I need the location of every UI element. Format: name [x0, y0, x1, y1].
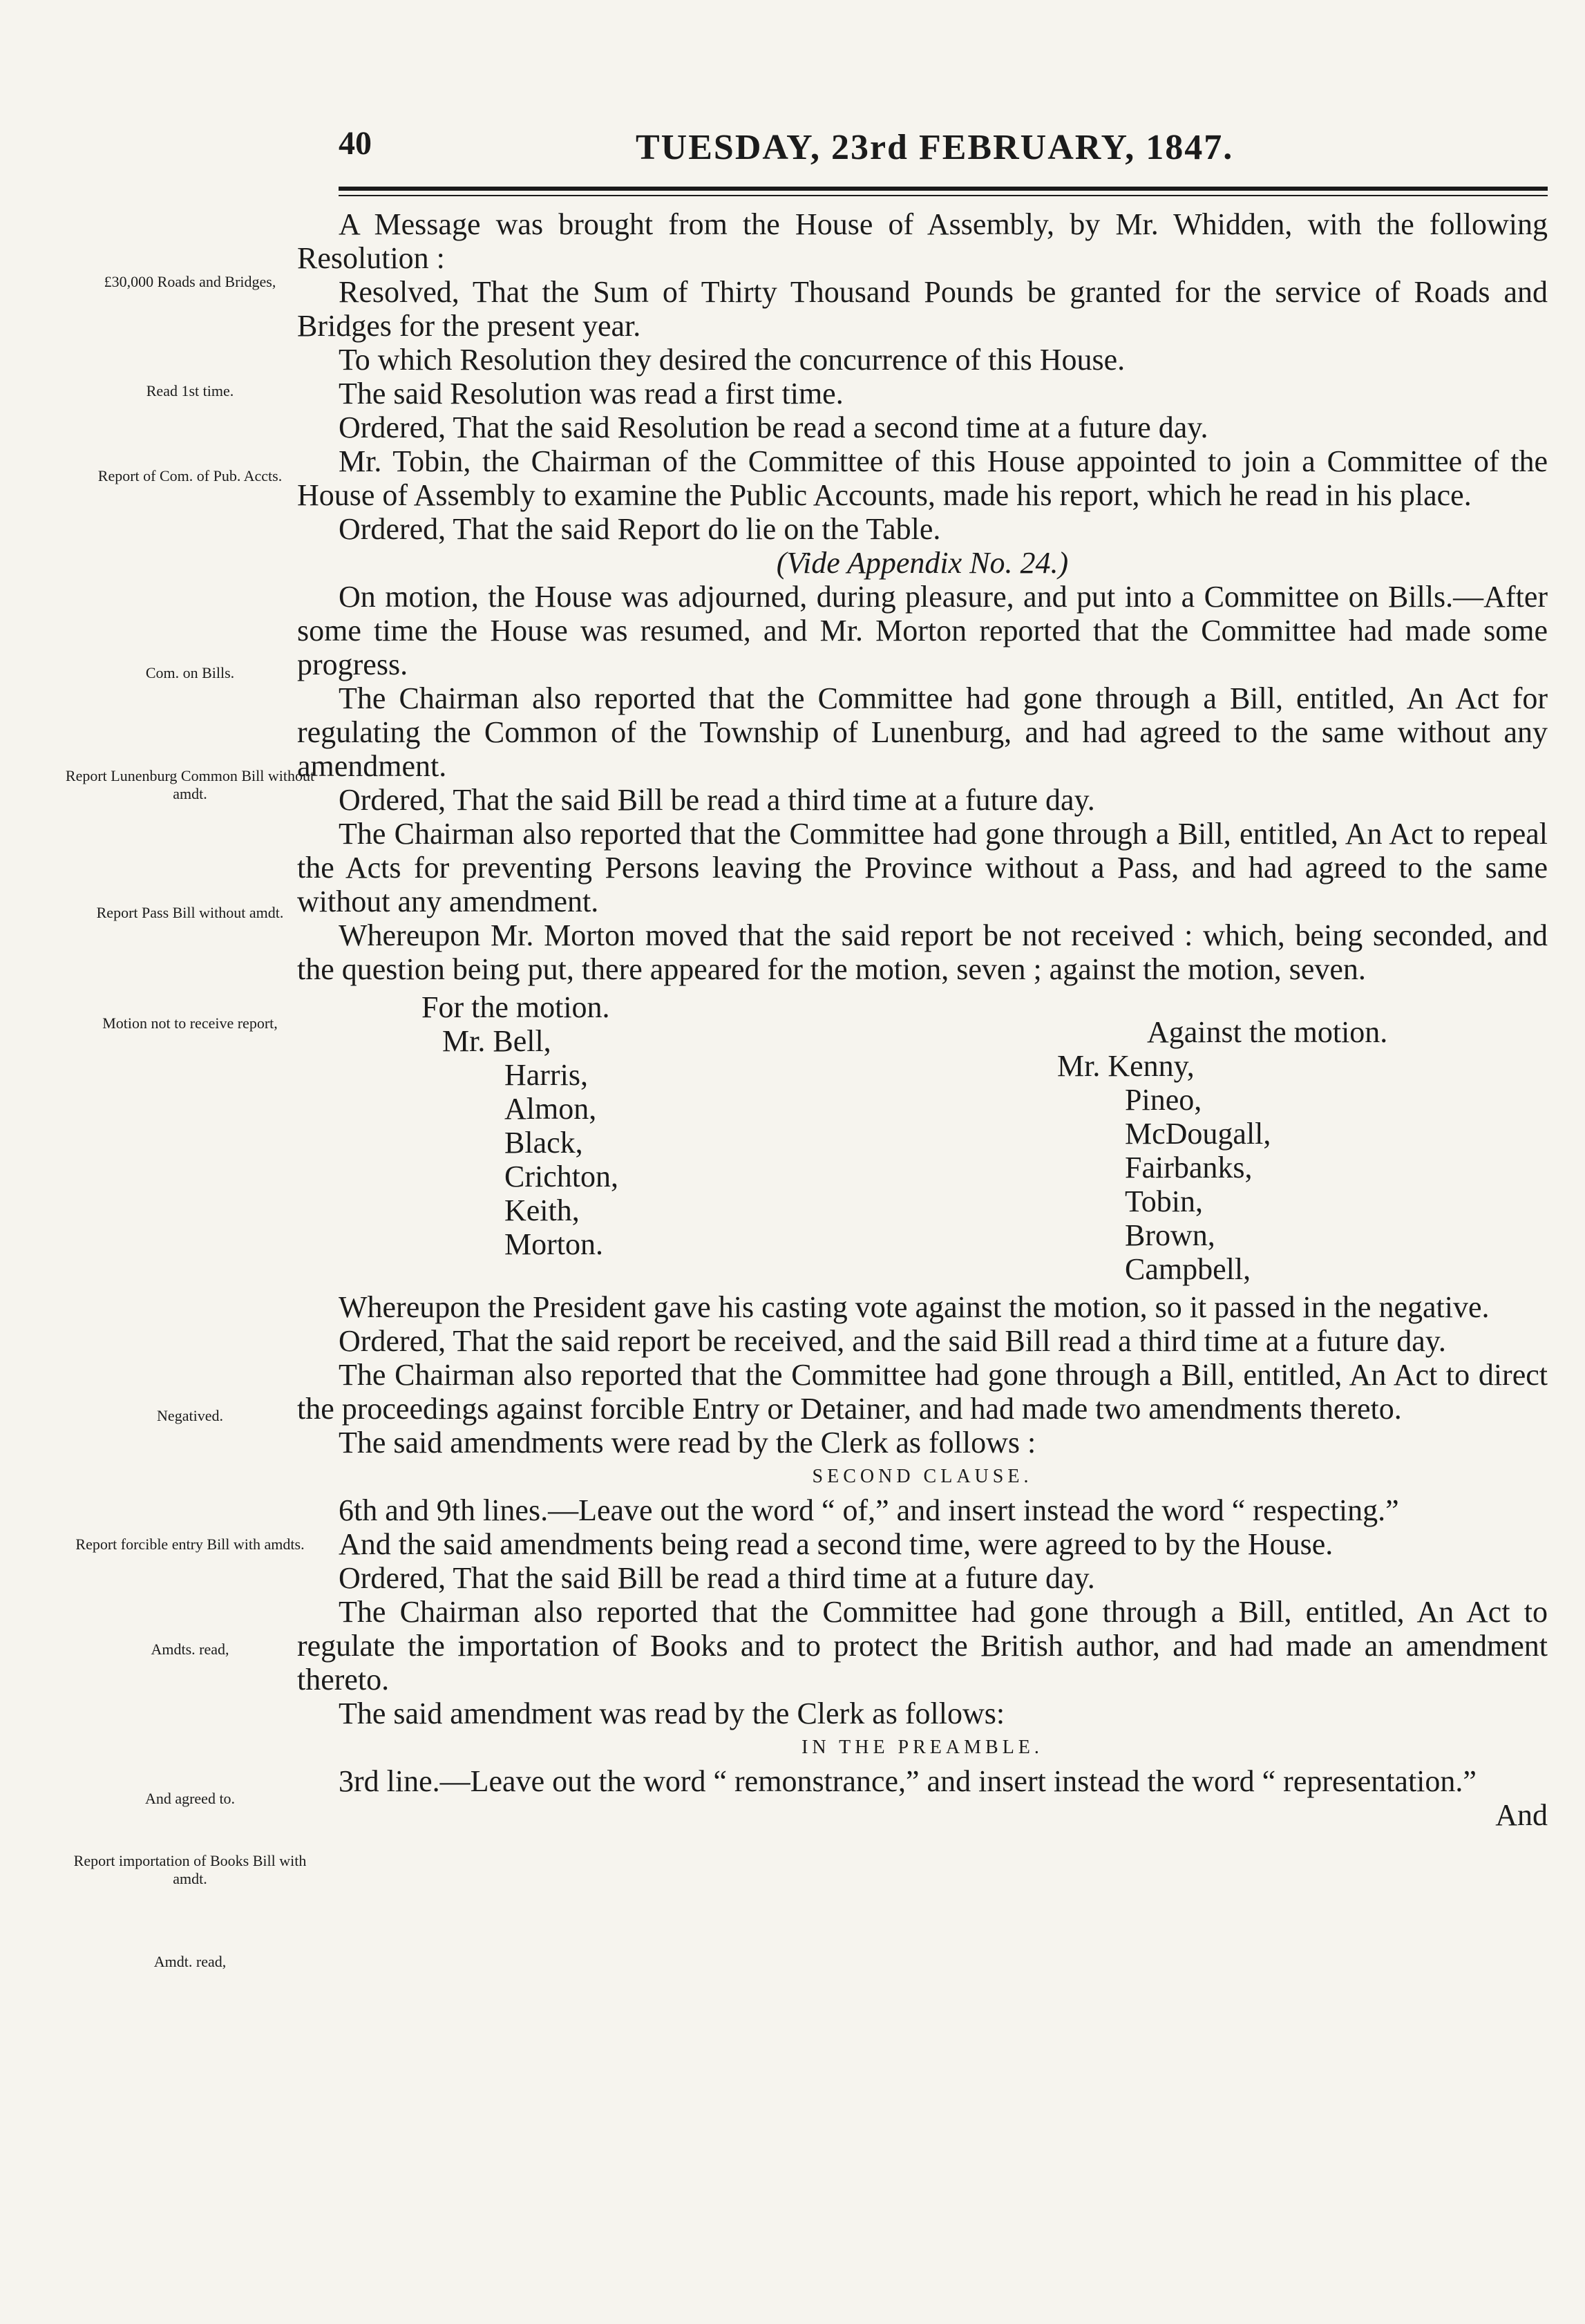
vote-for-column	[421, 990, 618, 1261]
margin-note: £30,000 Roads and Bridges,	[104, 273, 276, 290]
paragraph: A Message was brought from the House of Assembly, by Mr. Whidden, with the following Resolution :	[297, 207, 1548, 275]
vote-name: Almon,	[504, 1092, 597, 1126]
paragraph: Ordered, That the said report be received, and the said Bill read a third time at a future day.	[339, 1324, 1446, 1358]
paragraph: Resolved, That the Sum of Thirty Thousand Pounds be granted for the service of Roads and Bridges for the present year.	[297, 275, 1548, 343]
paragraph: Ordered, That the said Report do lie on the Table.	[339, 512, 941, 546]
catchword: And	[1495, 1798, 1548, 1832]
paragraph: 6th and 9th lines.—Leave out the word “ of,” and insert instead the word “ respecting.”	[339, 1493, 1399, 1527]
paragraph: Whereupon Mr. Morton moved that the said report be not received : which, being seconded, and the question being put, there appeared for the motion, seven ; against the motion, seven.	[297, 918, 1548, 986]
margin-note: Amdts. read,	[151, 1641, 229, 1658]
header-rule-thick	[339, 187, 1548, 191]
vote-against-heading: Against the motion.	[1147, 1015, 1388, 1049]
paragraph: The said amendments were read by the Clerk as follows :	[339, 1426, 1036, 1459]
margin-note: Com. on Bills.	[145, 664, 235, 681]
paragraph: Mr. Tobin, the Chairman of the Committee of this House appointed to join a Committee of the House of Assembly to examine the Public Accounts, made his report, which he read in his place.	[297, 444, 1548, 512]
appendix-reference: (Vide Appendix No. 24.)	[776, 546, 1069, 580]
margin-note: Report Lunenburg Common Bill without amdt.	[65, 767, 315, 802]
margin-note: Read 1st time.	[146, 382, 234, 399]
paragraph: Ordered, That the said Bill be read a third time at a future day.	[339, 783, 1095, 817]
page-header	[318, 124, 1562, 187]
margin-note: And agreed to.	[144, 1790, 236, 1807]
vote-for-heading: For the motion.	[421, 990, 610, 1024]
vote-name: Keith,	[504, 1193, 580, 1227]
margin-note: Report importation of Books Bill with amdt.	[73, 1852, 307, 1887]
header-rule-thin	[339, 195, 1548, 196]
journal-body	[297, 207, 1548, 1832]
margin-note: Negatived.	[157, 1407, 223, 1424]
vote-name: Morton.	[504, 1227, 603, 1261]
vote-name: McDougall,	[1125, 1117, 1271, 1151]
margin-note: Motion not to receive report,	[102, 1014, 278, 1032]
vote-name: Pineo,	[1125, 1083, 1202, 1117]
margin-note: Report Pass Bill without amdt.	[96, 904, 284, 921]
paragraph: To which Resolution they desired the concurrence of this House.	[339, 343, 1126, 377]
paragraph: 3rd line.—Leave out the word “ remonstrance,” and insert instead the word “ representation.”	[339, 1764, 1477, 1798]
page-title: TUESDAY, 23rd FEBRUARY, 1847.	[636, 128, 1234, 167]
section-heading: SECOND CLAUSE.	[812, 1466, 1033, 1487]
vote-name: Campbell,	[1125, 1252, 1251, 1286]
paragraph: Ordered, That the said Bill be read a third time at a future day.	[339, 1561, 1095, 1595]
margin-note: Amdt. read,	[153, 1953, 227, 1970]
paragraph: The said amendment was read by the Clerk as follows:	[339, 1697, 1005, 1730]
paragraph: The Chairman also reported that the Committee had gone through a Bill, entitled, An Act to direct the proceedings against forcible Entry or Detainer, and had made two amendments thereto.	[297, 1358, 1548, 1426]
vote-name: Harris,	[504, 1058, 588, 1092]
margin-note: Report of Com. of Pub. Accts.	[97, 467, 283, 484]
vote-name: Mr. Bell,	[442, 1024, 551, 1058]
vote-name: Mr. Kenny,	[1057, 1049, 1195, 1083]
vote-name: Fairbanks,	[1125, 1151, 1253, 1184]
vote-against-column	[1057, 1015, 1387, 1286]
paragraph: Whereupon the President gave his casting vote against the motion, so it passed in the negative.	[339, 1290, 1490, 1324]
paragraph: Ordered, That the said Resolution be read a second time at a future day.	[339, 410, 1208, 444]
paragraph: On motion, the House was adjourned, during pleasure, and put into a Committee on Bills.—After some time the House was resumed, and Mr. Morton reported that the Committee had made some progress.	[297, 580, 1548, 681]
paragraph: The said Resolution was read a first time.	[339, 377, 844, 410]
paragraph: The Chairman also reported that the Committee had gone through a Bill, entitled, An Act for regulating the Common of the Township of Lunenburg, and had agreed to the same without any amendment.	[297, 681, 1548, 783]
vote-name: Black,	[504, 1126, 583, 1160]
paragraph: And the said amendments being read a second time, were agreed to by the House.	[339, 1527, 1334, 1561]
vote-name: Brown,	[1125, 1218, 1215, 1252]
section-heading: IN THE PREAMBLE.	[801, 1737, 1043, 1758]
paragraph: The Chairman also reported that the Committee had gone through a Bill, entitled, An Act to repeal the Acts for preventing Persons leaving the Province without a Pass, and had agreed to the same without any amendment.	[297, 817, 1548, 918]
margin-note: Report forcible entry Bill with amdts.	[75, 1536, 305, 1553]
page-number: 40	[339, 125, 372, 162]
paragraph: The Chairman also reported that the Committee had gone through a Bill, entitled, An Act to regulate the importation of Books and to protect the British author, and had made an amendment thereto.	[297, 1595, 1548, 1697]
vote-division	[297, 990, 1548, 1287]
vote-name: Tobin,	[1125, 1184, 1204, 1218]
vote-name: Crichton,	[504, 1160, 618, 1193]
